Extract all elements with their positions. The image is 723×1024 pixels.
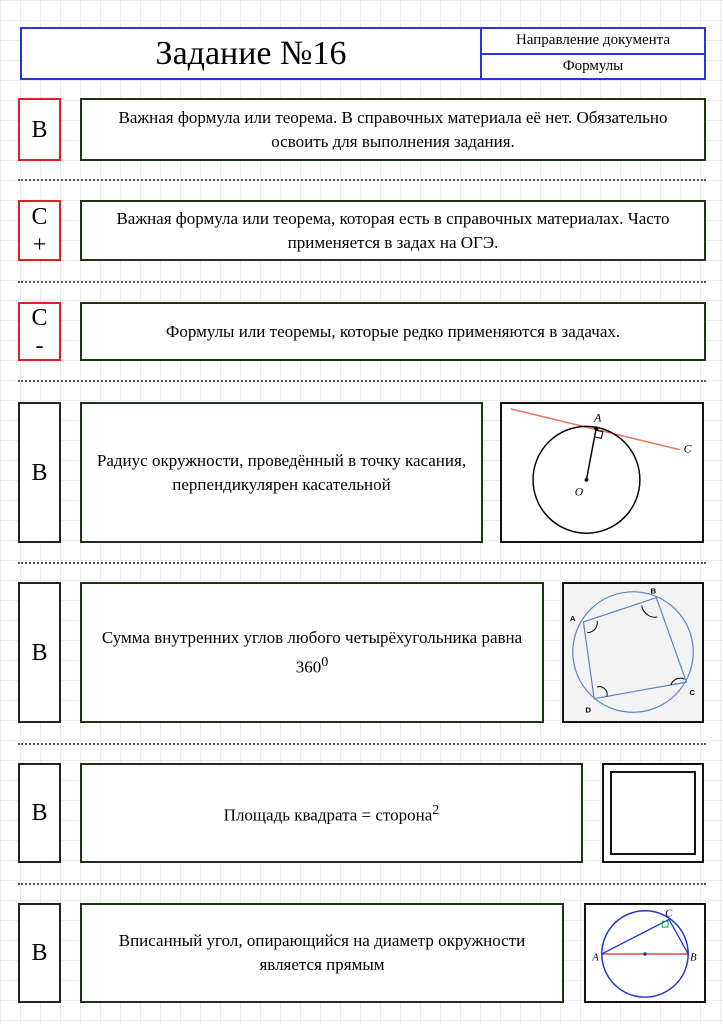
page-title: Задание №16 (22, 29, 482, 78)
tangent-radius-figure (500, 402, 704, 543)
level-badge: В (18, 763, 61, 863)
point-label: O (574, 485, 584, 499)
level-badge: В (18, 903, 61, 1003)
inscribed-angle-figure (584, 903, 706, 1003)
formula-superscript: 2 (432, 802, 440, 819)
point-label: D (585, 705, 591, 715)
level-modifier: + (32, 231, 47, 258)
quadrilateral-figure (562, 582, 704, 723)
divider (18, 179, 706, 181)
formula-main: Сумма внутренних углов любого четырёхугольника равна 360 (101, 627, 523, 677)
formula-text (80, 763, 583, 863)
formula-text: Вписанный угол, опирающийся на диаметр окружности является прямым (80, 903, 564, 1003)
divider (18, 743, 706, 745)
divider (18, 380, 706, 382)
formula-text: Радиус окружности, проведённый в точку касания, перпендикулярен касательной (80, 402, 483, 543)
square-figure (602, 763, 704, 863)
formula-superscript: 0 (321, 653, 329, 670)
legend-description: Важная формула или теорема, которая есть в справочных материалах. Часто применяется в задах на ОГЭ. (80, 200, 706, 261)
point-label: A (592, 952, 599, 964)
point-label: A (594, 411, 602, 425)
level-badge: В (18, 402, 61, 543)
header (20, 27, 706, 80)
level-modifier: - (35, 332, 44, 359)
divider (18, 281, 706, 283)
level-badge: В (18, 582, 61, 723)
formula-text (80, 582, 544, 723)
divider (18, 562, 706, 564)
point-label: B (690, 952, 697, 964)
direction-label: Направление документа (482, 29, 704, 55)
point-label: C (665, 908, 673, 920)
level-badge (18, 200, 61, 261)
level-text: В (31, 116, 48, 143)
level-badge (18, 98, 61, 161)
level-badge (18, 302, 61, 361)
point-label: C (689, 687, 695, 697)
divider (18, 883, 706, 885)
level-text: С (31, 203, 48, 230)
legend-description: Формулы или теоремы, которые редко применяются в задачах. (80, 302, 706, 361)
legend-description: Важная формула или теорема. В справочных материала её нет. Обязательно освоить для выполнения задания. (80, 98, 706, 161)
formula-main: Площадь квадрата = сторона (223, 805, 433, 825)
direction-value: Формулы (562, 57, 624, 74)
point-label: C (683, 442, 692, 456)
point-label: A (569, 613, 576, 623)
level-text: С (31, 304, 48, 331)
point-label: B (650, 586, 657, 596)
